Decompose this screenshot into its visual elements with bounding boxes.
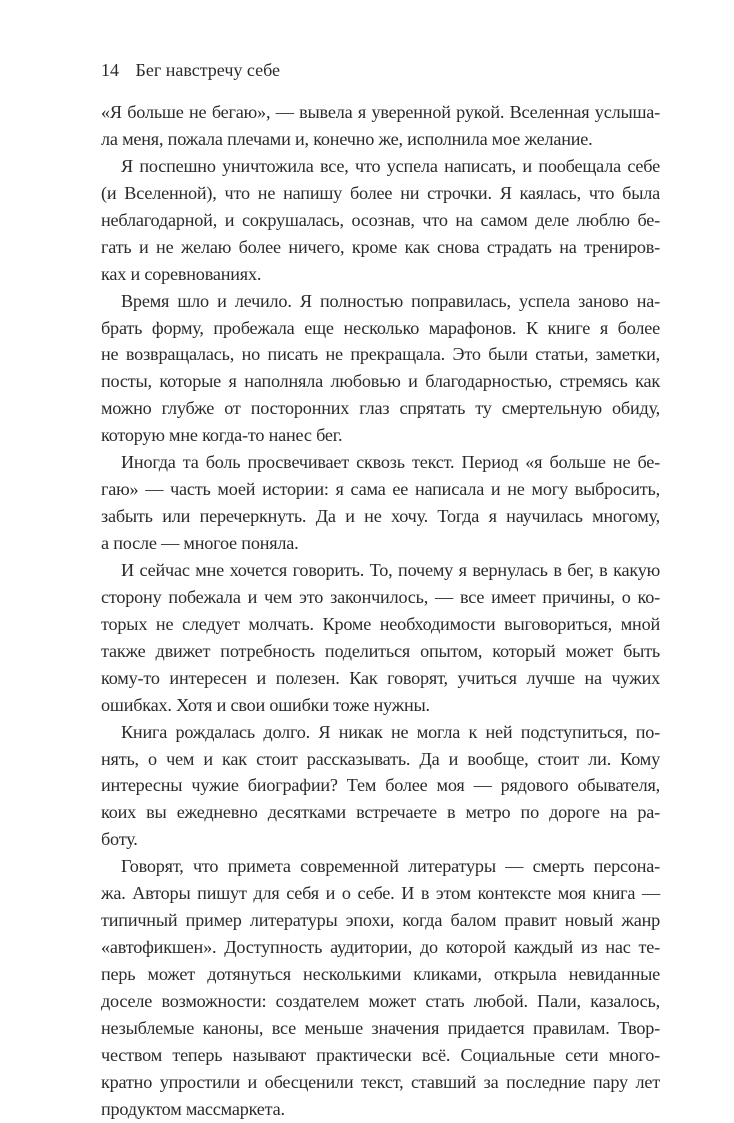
- page-number: 14: [101, 60, 119, 80]
- paragraph: [101, 853, 660, 1122]
- text-line: можно глубже от посторонних глаз спрятать ту смертельную обиду,: [101, 398, 660, 419]
- text-line: Говорят, что примета современной литературы — смерть персона-: [121, 856, 660, 877]
- text-line: сторону побежала и чем это закончилось, — все имеет причины, о ко-: [101, 586, 660, 607]
- page-body-text: [101, 99, 660, 1123]
- text-line: доселе возможности: создателем может стать любой. Пали, казалось,: [101, 990, 660, 1011]
- text-line: гаю» — часть моей истории: я сама ее написала и не могу выбросить,: [101, 479, 660, 500]
- text-line: которую мне когда-то нанес бег.: [101, 425, 343, 446]
- text-line: жа. Авторы пишут для себя и о себе. И в этом контексте моя книга —: [101, 883, 660, 904]
- text-line: И сейчас мне хочется говорить. То, почему я вернулась в бег, в какую: [121, 559, 660, 580]
- paragraph: [101, 719, 660, 854]
- text-line: Книга рождалась долго. Я никак не могла к ней подступиться, по-: [121, 721, 660, 742]
- text-line: забыть или перечеркнуть. Да и не хочу. Тогда я научилась многому,: [101, 506, 660, 527]
- paragraph: [101, 557, 660, 719]
- text-line: посты, которые я наполняла любовью и благодарностью, стремясь как: [101, 371, 660, 392]
- text-line: не возвращалась, но писать не прекращала. Это были статьи, заметки,: [101, 344, 660, 365]
- text-line: боту.: [101, 829, 138, 850]
- text-line: кому-то интересен и полезен. Как говорят, учиться лучше на чужих: [101, 667, 660, 688]
- text-line: также движет потребность поделиться опытом, который может быть: [101, 640, 660, 661]
- text-line: а после — многое поняла.: [101, 533, 299, 553]
- text-line: нять, о чем и как стоит рассказывать. Да и вообще, стоит ли. Кому: [101, 748, 660, 769]
- paragraph: [101, 153, 660, 288]
- text-line: Время шло и лечило. Я полностью поправилась, успела заново на-: [121, 290, 660, 311]
- paragraph: [101, 99, 660, 153]
- text-line: чеством теперь называют практически всё. Социальные сети много-: [101, 1044, 660, 1065]
- text-line: неблагодарной, и сокрушалась, осознав, что на самом деле люблю бе-: [101, 209, 660, 230]
- text-line: коих вы ежедневно десятками встречаете в метро по дороге на ра-: [101, 802, 660, 823]
- text-line: торых не следует молчать. Кроме необходимости выговориться, мной: [101, 613, 660, 634]
- paragraph: [101, 288, 660, 450]
- paragraph: [101, 449, 660, 557]
- text-line: незыблемые каноны, все меньше значения придается правилам. Твор-: [101, 1017, 660, 1038]
- text-line: ошибках. Хотя и свои ошибки тоже нужны.: [101, 694, 430, 715]
- text-line: продуктом массмаркета.: [101, 1098, 285, 1119]
- text-line: гать и не желаю более ничего, кроме как снова страдать на трениров-: [101, 236, 660, 257]
- text-line: (и Вселенной), что не напишу более ни строчки. Я каялась, что была: [101, 182, 660, 203]
- running-title: Бег навстречу себе: [135, 60, 281, 80]
- text-line: «Я больше не бегаю», — вывела я уверенной рукой. Вселенная услыша-: [101, 102, 660, 122]
- text-line: «автофикшен». Доступность аудитории, до которой каждый из нас те-: [101, 937, 660, 958]
- text-line: кратно упростили и обесценили текст, ставший за последние пару лет: [101, 1071, 660, 1092]
- text-line: брать форму, пробежала еще несколько марафонов. К книге я более: [101, 317, 660, 338]
- text-line: Иногда та боль просвечивает сквозь текст. Период «я больше не бе-: [121, 452, 660, 473]
- running-header: [101, 60, 280, 81]
- text-line: типичный пример литературы эпохи, когда балом правит новый жанр: [101, 910, 660, 931]
- text-line: Я поспешно уничтожила все, что успела написать, и пообещала себе: [121, 155, 660, 176]
- text-line: ла меня, пожала плечами и, конечно же, исполнила мое желание.: [101, 128, 593, 149]
- text-line: ках и соревнованиях.: [101, 263, 262, 284]
- text-line: интересны чужие биографии? Тем более моя — рядового обывателя,: [101, 775, 660, 796]
- text-line: перь может дотянуться несколькими кликами, открыла невиданные: [101, 964, 660, 984]
